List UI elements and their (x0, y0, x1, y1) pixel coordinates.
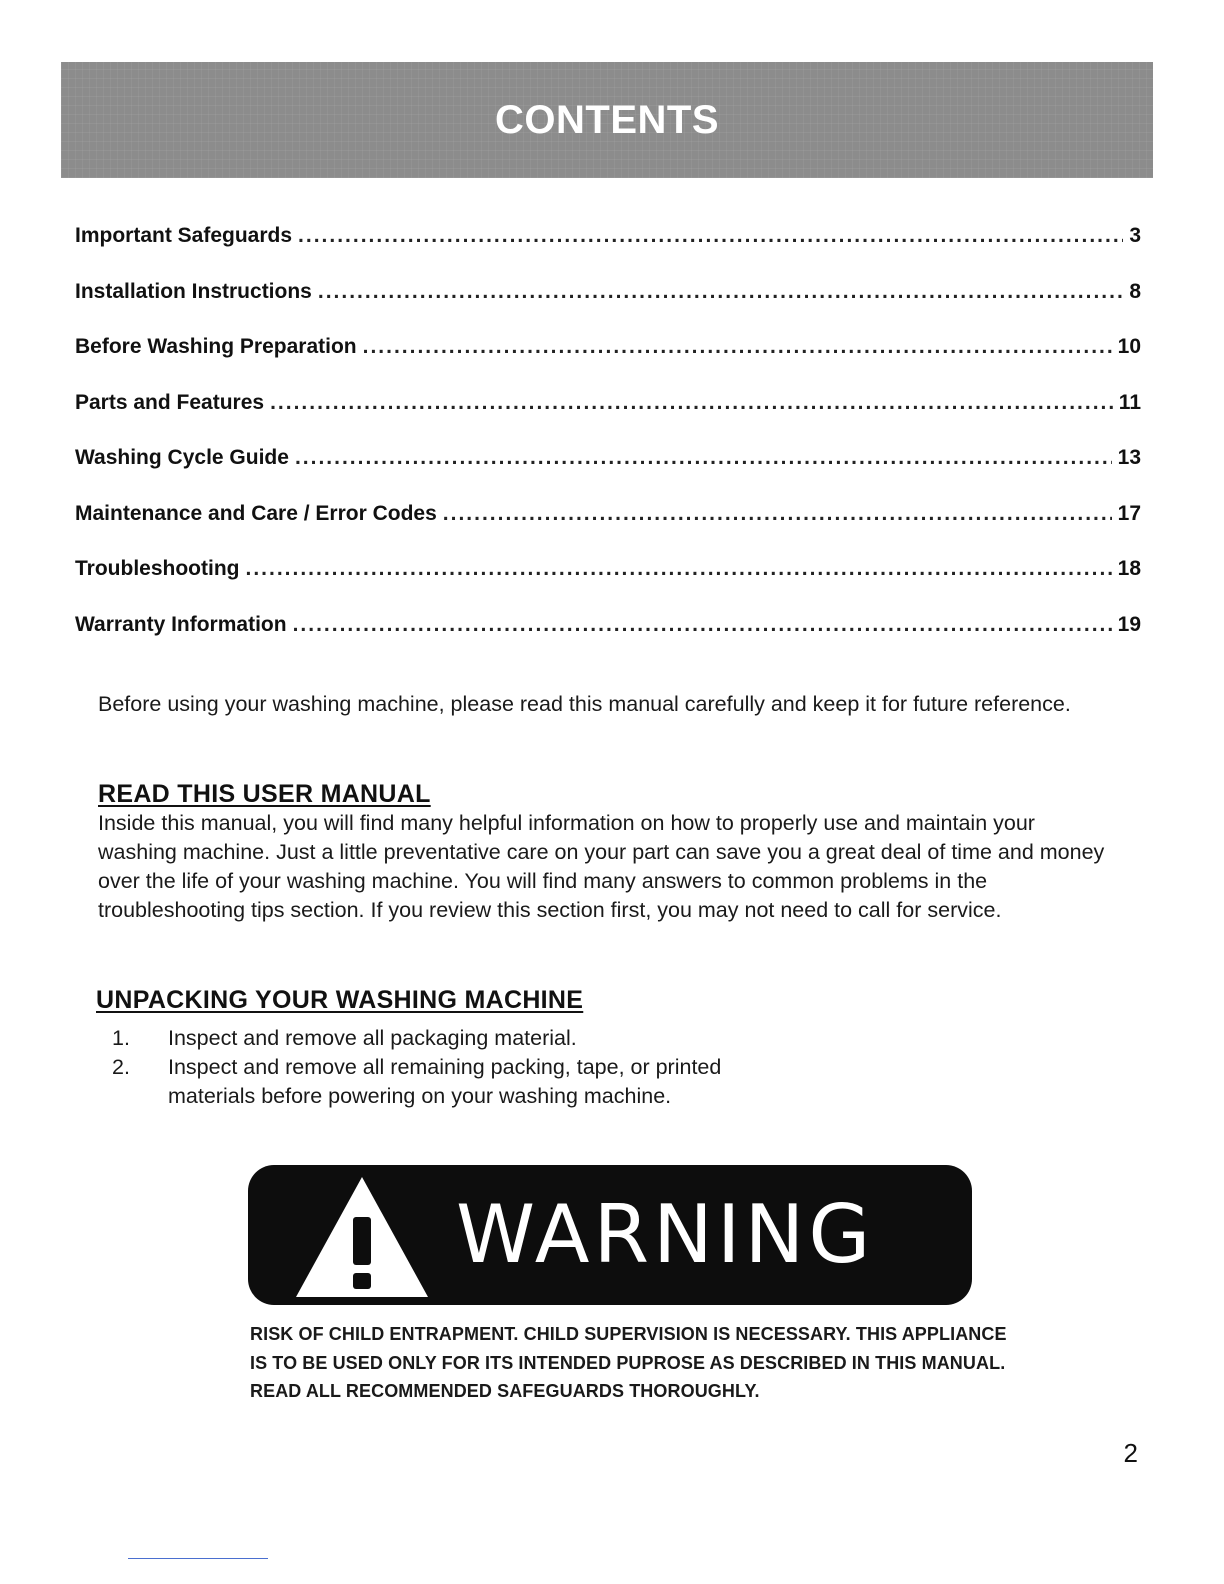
toc-entry-page: 19 (1117, 612, 1141, 636)
page-number: 2 (1123, 1438, 1138, 1468)
toc-entry (75, 446, 1141, 502)
toc-entry-page: 18 (1117, 557, 1141, 580)
toc-entry-title: Before Washing Preparation (75, 335, 357, 358)
toc-entry-page: 10 (1117, 335, 1141, 358)
toc-leader-dots (318, 280, 1123, 304)
toc-entry (75, 557, 1141, 613)
toc-leader-dots (298, 224, 1123, 248)
table-of-contents (75, 224, 1141, 668)
intro-paragraph: Before using your washing machine, please read this manual carefully and keep it for future reference. (98, 692, 1071, 716)
toc-leader-dots (270, 391, 1113, 415)
contents-title: CONTENTS (495, 97, 719, 142)
toc-leader-dots (443, 502, 1112, 526)
list-item (112, 1024, 812, 1053)
list-item-number: 2. (112, 1055, 130, 1079)
toc-entry-page: 3 (1129, 224, 1141, 247)
toc-entry-title: Installation Instructions (75, 279, 312, 303)
unpacking-heading: UNPACKING YOUR WASHING MACHINE (96, 986, 584, 1014)
unpacking-steps (112, 1024, 812, 1111)
list-item-number: 1. (112, 1026, 130, 1050)
toc-leader-dots (293, 613, 1112, 637)
toc-entry (75, 335, 1141, 391)
warning-triangle-icon (292, 1173, 432, 1301)
toc-entry-title: Important Safeguards (75, 224, 293, 247)
warning-banner (248, 1165, 972, 1305)
toc-entry (75, 502, 1141, 558)
warning-message: RISK OF CHILD ENTRAPMENT. CHILD SUPERVISION IS NECESSARY. THIS APPLIANCE IS TO BE USED ONLY FOR ITS INTENDED PUPROSE AS DESCRIBED IN THIS MANUAL. READ ALL RECOMMENDED SAFEGUARDS THOROUGHLY. (250, 1324, 1007, 1401)
toc-leader-dots (363, 335, 1112, 359)
contents-banner (61, 62, 1153, 178)
toc-entry-title: Washing Cycle Guide (75, 446, 289, 469)
toc-entry (75, 613, 1141, 669)
list-item-text: Inspect and remove all packaging material. (168, 1026, 577, 1050)
read-manual-body: Inside this manual, you will find many helpful information on how to properly use and maintain your washing machine. Just a little preventative care on your part can save you a great deal of time and money over the life of your washing machine. You will find many answers to common problems in the troubleshooting tips section. If you review this section first, you may not need to call for service. (98, 811, 1105, 922)
toc-entry-page: 13 (1117, 446, 1141, 469)
list-item-text: Inspect and remove all remaining packing, tape, or printed materials before powering on your washing machine. (168, 1055, 722, 1108)
toc-entry (75, 280, 1141, 336)
read-manual-heading: READ THIS USER MANUAL (98, 780, 431, 808)
toc-leader-dots (245, 557, 1111, 581)
warning-label: WARNING (456, 1188, 875, 1281)
toc-entry-title: Troubleshooting (75, 557, 240, 580)
toc-entry (75, 224, 1141, 280)
toc-entry-title: Maintenance and Care / Error Codes (75, 501, 437, 525)
toc-entry-page: 11 (1118, 390, 1141, 414)
bottom-divider (128, 1558, 268, 1559)
toc-entry-page: 17 (1117, 501, 1141, 525)
toc-leader-dots (295, 446, 1112, 470)
list-item (112, 1053, 812, 1111)
toc-entry-title: Warranty Information (75, 612, 287, 636)
toc-entry-page: 8 (1129, 279, 1141, 303)
toc-entry-title: Parts and Features (75, 390, 265, 414)
toc-entry (75, 391, 1141, 447)
